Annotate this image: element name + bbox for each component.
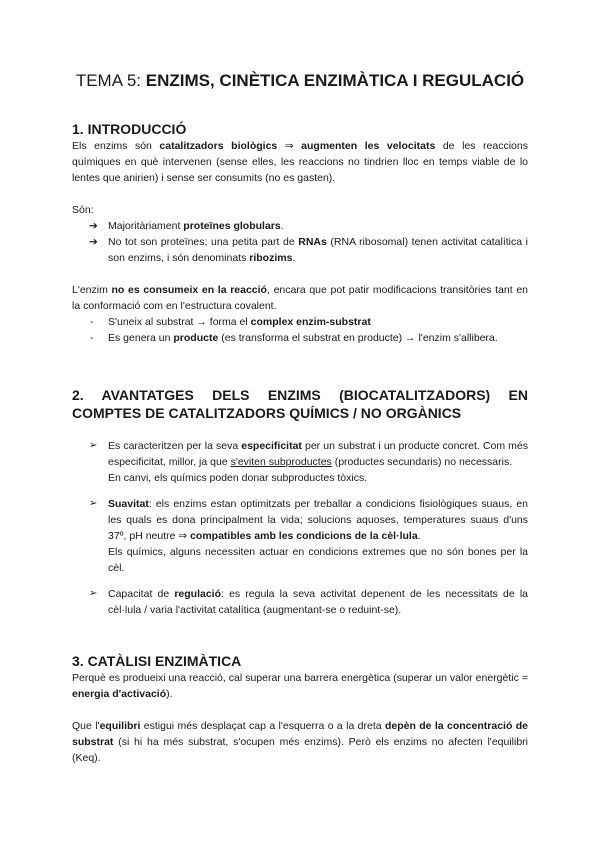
text-segment: (es transforma el substrat en producte) → l'enzim s'allibera. (218, 332, 498, 344)
text-segment: Perquè es produeixi una reacció, cal superar una barrera energètica (superar un valor energètic = (72, 672, 528, 684)
bold-text: regulació (174, 588, 222, 600)
title-main: ENZIMS, CINÈTICA ENZIMÀTICA I REGULACIÓ (145, 71, 525, 90)
text-segment: Que l' (72, 720, 100, 732)
bold-text: especificitat (241, 440, 302, 452)
arrowhead-bullet-icon: ➢ (89, 588, 98, 599)
arrow-list (72, 218, 528, 266)
text-segment: En canvi, els químics poden donar subproductes tòxics. (108, 472, 368, 484)
bold-text: complex enzim-substrat (250, 316, 371, 328)
list-item (72, 234, 528, 266)
bold-text: no es consumeix en la reacció (111, 284, 267, 296)
arrow-bullet-icon: ➔ (89, 220, 98, 232)
bold-text: catalitzadors biològics (159, 140, 278, 152)
text-segment: (productes secundaris) no necessaris. (331, 456, 513, 468)
text-segment: Són: (72, 204, 94, 216)
bold-text: RNAs (298, 236, 327, 248)
text-segment: Els químics, alguns necessiten actuar en condicions extremes que no són bones per la cèl. (108, 546, 528, 574)
text-segment: L'enzim (72, 284, 112, 296)
list-item (72, 314, 528, 330)
text-segment: : es regula la seva activitat depenent de les necessitats de la cèl·lula / varia l'activitat catalítica (augmentant-se o reduint-se). (108, 588, 528, 616)
dash-bullet-icon: - (90, 332, 94, 344)
bold-text: ribozims (249, 252, 293, 264)
text-segment: No tot son proteïnes; una petita part de (108, 236, 299, 248)
bold-text: Suavitat (108, 498, 149, 510)
text-segment: (RNA ribosomal) tenen activitat catalítica i son enzims, i són denominats (108, 236, 528, 264)
paragraph (72, 670, 528, 702)
text-segment: Es genera un (108, 332, 174, 344)
text-segment: ⇒ (277, 140, 302, 152)
text-segment: : els enzims estan optimitzats per treballar a condicions fisiològiques suaus, en les quals es dona principalment la vida; solucions aquoses, temperatures suaus d'uns 37º, pH neutre ⇒ (108, 498, 528, 542)
text-segment: estigui més desplaçat cap a l'esquerra o a la dreta (140, 720, 385, 732)
list-item (72, 330, 528, 346)
text-segment: ). (166, 688, 173, 700)
dash-list (72, 314, 528, 346)
bold-text: energia d'activació (72, 688, 167, 700)
section-heading: 1. INTRODUCCIÓ (72, 121, 187, 137)
arrow-bullet-icon: ➔ (89, 236, 98, 248)
title-prefix: TEMA 5: (75, 71, 146, 90)
arrowhead-bullet-icon: ➢ (89, 440, 98, 451)
list-item (72, 496, 528, 576)
text-segment: (si hi ha més substrat, s'ocupen més enzims). Però els enzims no afecten l'equilibri (Keq). (72, 736, 528, 764)
text-segment: . (292, 252, 296, 264)
paragraph (72, 202, 528, 218)
text-segment: S'uneix al substrat → forma el (108, 316, 251, 328)
underlined-text: s'eviten subproductes (230, 456, 332, 468)
text-segment: . (280, 220, 284, 232)
section-heading: 2. AVANTATGES DELS ENZIMS (BIOCATALITZADORS) EN COMPTES DE CATALITZADORS QUÍMICS / NO ORGÀNICS (72, 387, 528, 421)
text-segment: Capacitat de (108, 588, 175, 600)
dash-bullet-icon: - (90, 316, 94, 328)
bold-text: augmenten les velocitats (301, 140, 436, 152)
paragraph (72, 718, 528, 766)
text-segment: Majoritàriament (108, 220, 184, 232)
bold-text: compatibles amb les condicions de la cèl·lula (190, 530, 418, 542)
bold-text: equilibri (99, 720, 141, 732)
text-segment: de les reaccions químiques en què intervenen (sense elles, les reaccions no tindrien lloc en temps viable de lo lentes que anirien) i sense ser consumits (no es gasten). (72, 140, 528, 184)
bold-text: depèn de la concentració de substrat (72, 720, 528, 748)
text-segment: , encara que pot patir modificacions transitòries tant en la conformació com en l'estructura covalent. (72, 284, 528, 312)
tri-list (72, 438, 528, 618)
paragraph (72, 138, 528, 186)
document-body (72, 120, 528, 766)
section-heading: 3. CATÀLISI ENZIMÀTICA (72, 653, 242, 669)
arrowhead-bullet-icon: ➢ (89, 498, 98, 509)
paragraph (72, 282, 528, 314)
text-segment: . (417, 530, 421, 542)
bold-text: proteïnes globulars (183, 220, 281, 232)
document-title (72, 70, 528, 92)
list-item (72, 586, 528, 618)
list-item (72, 218, 528, 234)
text-segment: per un substrat i un producte concret. Com més especificitat, millor, ja que (108, 440, 528, 468)
text-segment: Es caracteritzen per la seva (108, 440, 242, 452)
text-segment: Els enzims són (72, 140, 160, 152)
bold-text: producte (173, 332, 219, 344)
list-item (72, 438, 528, 486)
